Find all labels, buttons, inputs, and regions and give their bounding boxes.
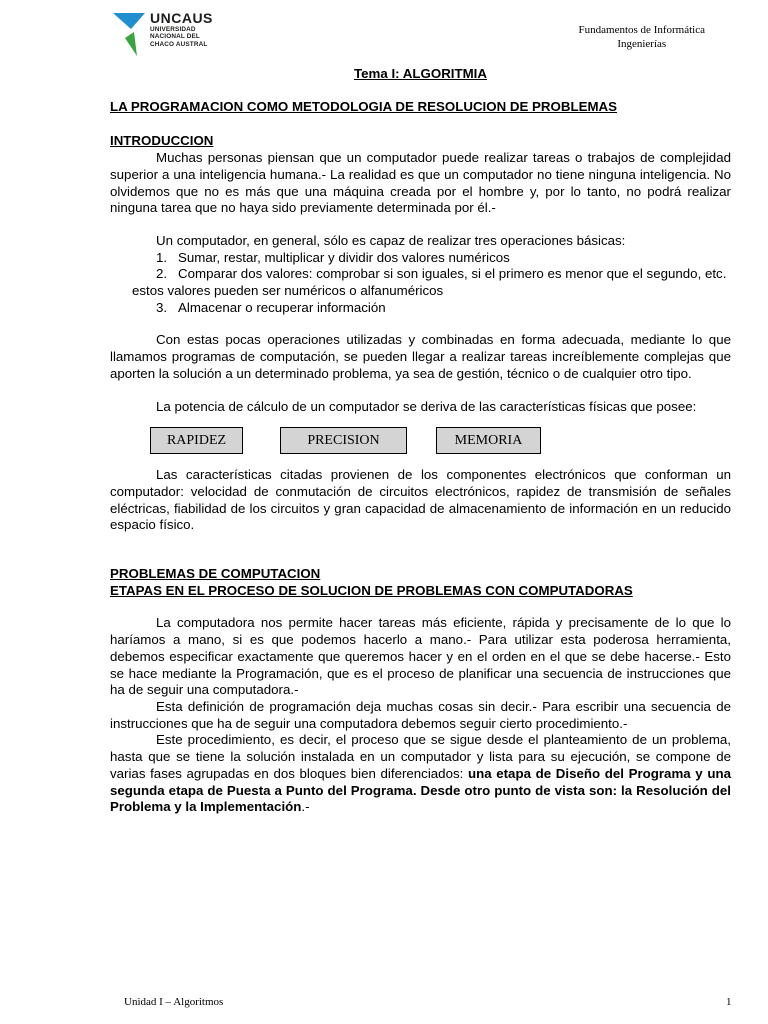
intro-paragraph-3: Con estas pocas operaciones utilizadas y combinadas en forma adecuada, mediante lo que llamamos programas de computación, se pueden llegar a realizar tareas increíblemente complejas que aporten la solución a un determinado problema, ya sea de gestión, técnico o de cualquier otro tipo. bbox=[110, 332, 731, 381]
intro-paragraph-1: Muchas personas piensan que un computador puede realizar tareas o trabajos de complejidad superior a una inteligencia humana.- La realidad es que un computador no tiene ninguna inteligencia. No olvidemos que no es más que una máquina creada por el hombre y, por lo tanto, no podrá realizar ninguna tarea que no haya sido previamente determinada por él.- bbox=[110, 150, 731, 216]
logo-line-2: NACIONAL DEL bbox=[150, 33, 200, 41]
memoria-box: MEMORIA bbox=[436, 427, 541, 454]
course-program: Ingenierías bbox=[617, 38, 667, 50]
logo-text bbox=[150, 11, 213, 48]
list-item: 1. Sumar, restar, multiplicar y dividir dos valores numéricos bbox=[156, 249, 510, 265]
list-item: 2. Comparar dos valores: comprobar si son iguales, si el primero es menor que el segundo, etc. estos valores pueden ser numéricos o alfanuméricos bbox=[132, 266, 727, 299]
rapidez-box: RAPIDEZ bbox=[150, 427, 243, 454]
stages-emphasis: una etapa de Diseño del Programa y una segunda etapa de Puesta a Punto del Programa. Desde otro punto de vista son: la Resolución del Problema y la Implementación bbox=[110, 765, 731, 815]
logo-line-3: CHACO AUSTRAL bbox=[150, 40, 208, 48]
problems-paragraph-3: Este procedimiento, es decir, el proceso que se sigue desde el planteamiento de un problema, hasta que se tiene la solución instalada en un computador y lista para su ejecución, se compone de varias fases agrupadas en dos bloques bien diferenciados: una etapa de Diseño del Programa y una segunda etapa de Puesta a Punto del Programa. Desde otro punto de vista son: la Resolución del Problema y la Implementación.- bbox=[110, 732, 731, 815]
operations-list bbox=[110, 250, 731, 317]
uncaus-logo-icon bbox=[113, 11, 149, 59]
intro-paragraph-2: Un computador, en general, sólo es capaz de realizar tres operaciones básicas: bbox=[156, 232, 626, 248]
problems-heading: PROBLEMAS DE COMPUTACION bbox=[110, 566, 321, 582]
header-course-info bbox=[579, 23, 705, 51]
problems-paragraph-2: Esta definición de programación deja muchas cosas sin decir.- Para escribir una secuencia de instrucciones que ha de seguir una computadora debemos seguir cierto procedimiento.- bbox=[110, 698, 731, 731]
precision-box: PRECISION bbox=[280, 427, 407, 454]
document-title: Tema I: ALGORITMIA bbox=[354, 66, 487, 81]
logo-line-1: UNIVERSIDAD bbox=[150, 26, 196, 33]
list-item: 3. Almacenar o recuperar información bbox=[156, 299, 386, 315]
page-number: 1 bbox=[726, 996, 732, 1008]
university-logo bbox=[113, 11, 223, 59]
intro-paragraph-5: Las características citadas provienen de los componentes electrónicos que conforman un computador: velocidad de conmutación de circuitos electrónicos, rapidez de transmisión de señales eléctricas, fiabilidad de los circuitos y gran capacidad de almacenamiento de información en un reducido espacio físico. bbox=[110, 467, 731, 533]
document-body bbox=[110, 66, 731, 816]
problems-paragraph-1: La computadora nos permite hacer tareas más eficiente, rápida y precisamente de lo que lo haríamos a mano, si es que podemos hacerlo a mano.- Para utilizar esta poderosa herramienta, debemos especificar exactamente que queremos hacer y en el orden en el que se debe hacerse.- Esto se hace mediante la Programación, que es el proceso de planificar una secuencia de instrucciones que ha de seguir una computadora.- bbox=[110, 615, 731, 698]
footer-unit: Unidad I – Algoritmos bbox=[124, 996, 224, 1008]
course-name: Fundamentos de Informática bbox=[578, 24, 705, 36]
characteristics-boxes bbox=[110, 427, 731, 463]
intro-heading: INTRODUCCION bbox=[110, 133, 214, 149]
stages-heading: ETAPAS EN EL PROCESO DE SOLUCION DE PROBLEMAS CON COMPUTADORAS bbox=[110, 582, 633, 598]
intro-paragraph-4: La potencia de cálculo de un computador se deriva de las características físicas que posee: bbox=[156, 398, 697, 414]
main-heading: LA PROGRAMACION COMO METODOLOGIA DE RESOLUCION DE PROBLEMAS bbox=[110, 98, 618, 114]
logo-name: UNCAUS bbox=[150, 10, 213, 26]
